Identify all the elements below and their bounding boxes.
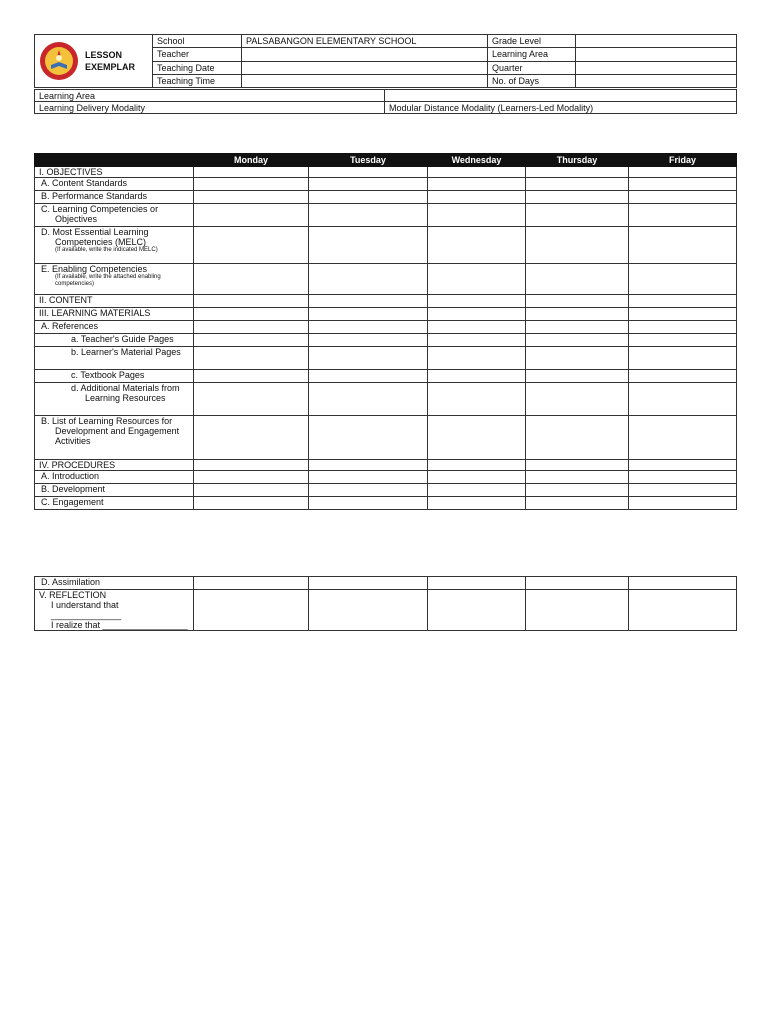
learning-area-value[interactable] — [385, 90, 737, 102]
logo-cell — [35, 35, 153, 88]
cell-wednesday[interactable] — [428, 334, 526, 347]
delivery-modality-value: Modular Distance Modality (Learners-Led Modality) — [385, 102, 737, 114]
table-row — [35, 167, 737, 178]
table-row — [35, 295, 737, 308]
row-label-text: c. Textbook Pages — [71, 370, 145, 380]
cell-tuesday[interactable] — [309, 167, 428, 178]
row-label — [35, 590, 194, 631]
table-row — [35, 577, 737, 590]
cell-monday[interactable] — [194, 577, 309, 590]
table-row — [35, 347, 737, 370]
cell-monday[interactable] — [194, 227, 309, 264]
cell-thursday[interactable] — [526, 178, 629, 191]
header-label: Teaching Time — [153, 74, 242, 87]
cell-friday[interactable] — [629, 295, 737, 308]
cell-thursday[interactable] — [526, 471, 629, 484]
cell-monday[interactable] — [194, 321, 309, 334]
row-label-text: B. Performance Standards — [41, 191, 148, 201]
cell-monday[interactable] — [194, 460, 309, 471]
cell-friday[interactable] — [629, 204, 737, 227]
delivery-modality-row — [35, 102, 737, 114]
cell-thursday[interactable] — [526, 334, 629, 347]
cell-tuesday[interactable] — [309, 321, 428, 334]
header-label-right: No. of Days — [488, 74, 576, 87]
cell-wednesday[interactable] — [428, 590, 526, 631]
row-label — [35, 191, 194, 204]
school-seal-icon — [39, 41, 79, 81]
table-row — [35, 383, 737, 416]
cell-thursday[interactable] — [526, 416, 629, 460]
cell-tuesday[interactable] — [309, 590, 428, 631]
table-row — [35, 204, 737, 227]
cell-tuesday[interactable] — [309, 577, 428, 590]
cell-friday[interactable] — [629, 416, 737, 460]
cell-wednesday[interactable] — [428, 308, 526, 321]
table-row — [35, 460, 737, 471]
row-label-text: V. REFLECTION — [39, 590, 107, 600]
row-label — [35, 370, 194, 383]
cell-thursday[interactable] — [526, 264, 629, 295]
row-label-text: IV. PROCEDURES — [39, 460, 116, 470]
row-note: (If available, write the attached enabling competencies) — [55, 274, 161, 287]
cell-friday[interactable] — [629, 264, 737, 295]
row-label — [35, 460, 194, 471]
cell-friday[interactable] — [629, 383, 737, 416]
cell-thursday[interactable] — [526, 167, 629, 178]
table-row — [35, 484, 737, 497]
cell-thursday[interactable] — [526, 460, 629, 471]
cell-monday[interactable] — [194, 590, 309, 631]
cell-friday[interactable] — [629, 577, 737, 590]
cell-thursday[interactable] — [526, 370, 629, 383]
cell-wednesday[interactable] — [428, 321, 526, 334]
row-label — [35, 204, 194, 227]
cell-tuesday[interactable] — [309, 308, 428, 321]
cell-friday[interactable] — [629, 191, 737, 204]
cell-tuesday[interactable] — [309, 383, 428, 416]
row-label-text: C. Engagement — [41, 497, 104, 507]
cell-friday[interactable] — [629, 347, 737, 370]
table-row — [35, 308, 737, 321]
row-label — [35, 178, 194, 191]
cell-thursday[interactable] — [526, 227, 629, 264]
cell-monday[interactable] — [194, 497, 309, 510]
table-row — [35, 497, 737, 510]
row-label-text: III. LEARNING MATERIALS — [39, 308, 151, 318]
row-label — [35, 321, 194, 334]
table-row — [35, 334, 737, 347]
cell-wednesday[interactable] — [428, 167, 526, 178]
blank-header — [35, 154, 194, 167]
learning-area-row — [35, 90, 737, 102]
row-label-text: A. References — [41, 321, 99, 331]
cell-monday[interactable] — [194, 167, 309, 178]
cell-monday[interactable] — [194, 484, 309, 497]
cell-tuesday[interactable] — [309, 497, 428, 510]
cell-tuesday[interactable] — [309, 191, 428, 204]
cell-thursday[interactable] — [526, 347, 629, 370]
reflection-line: I understand that ______________ — [51, 600, 122, 620]
row-label — [35, 167, 194, 178]
row-label-text: II. CONTENT — [39, 295, 93, 305]
row-label — [35, 497, 194, 510]
table-row — [35, 178, 737, 191]
modality-table — [34, 89, 737, 114]
cell-thursday[interactable] — [526, 577, 629, 590]
row-label-text: E. Enabling Competencies — [41, 264, 148, 274]
cell-wednesday[interactable] — [428, 295, 526, 308]
cell-monday[interactable] — [194, 295, 309, 308]
row-note: (If available, write the indicated MELC) — [55, 247, 158, 253]
row-label — [35, 383, 194, 416]
row-label-text: d. Additional Materials from Learning Resources — [71, 383, 180, 403]
cell-friday[interactable] — [629, 497, 737, 510]
cell-tuesday[interactable] — [309, 204, 428, 227]
reflection-line: I realize that _________________ — [51, 620, 188, 630]
cell-thursday[interactable] — [526, 484, 629, 497]
row-label — [35, 577, 194, 590]
cell-tuesday[interactable] — [309, 347, 428, 370]
cell-wednesday[interactable] — [428, 204, 526, 227]
cell-thursday[interactable] — [526, 383, 629, 416]
row-label — [35, 471, 194, 484]
header-label-right: Grade Level — [488, 35, 576, 48]
row-label-text: A. Introduction — [41, 471, 100, 481]
row-label-text: I. OBJECTIVES — [39, 167, 103, 177]
row-label-text: D. Assimilation — [41, 577, 101, 587]
cell-tuesday[interactable] — [309, 370, 428, 383]
cell-tuesday[interactable] — [309, 484, 428, 497]
table-row — [35, 370, 737, 383]
cell-thursday[interactable] — [526, 497, 629, 510]
cell-monday[interactable] — [194, 308, 309, 321]
header-value-right[interactable] — [576, 48, 737, 61]
cell-friday[interactable] — [629, 308, 737, 321]
day-header-row — [35, 154, 737, 167]
cell-monday[interactable] — [194, 264, 309, 295]
header-value-right[interactable] — [576, 74, 737, 87]
header-label: Teaching Date — [153, 61, 242, 74]
header-label-right: Learning Area — [488, 48, 576, 61]
row-label — [35, 347, 194, 370]
cell-wednesday[interactable] — [428, 577, 526, 590]
row-label — [35, 484, 194, 497]
cell-friday[interactable] — [629, 484, 737, 497]
table-row — [35, 416, 737, 460]
cell-thursday[interactable] — [526, 295, 629, 308]
header-value[interactable]: PALSABANGON ELEMENTARY SCHOOL — [242, 35, 488, 48]
cell-monday[interactable] — [194, 383, 309, 416]
cell-wednesday[interactable] — [428, 264, 526, 295]
cell-thursday[interactable] — [526, 590, 629, 631]
header-table — [34, 34, 737, 88]
cell-monday[interactable] — [194, 471, 309, 484]
row-label — [35, 416, 194, 460]
cell-monday[interactable] — [194, 178, 309, 191]
cell-thursday[interactable] — [526, 321, 629, 334]
cell-wednesday[interactable] — [428, 227, 526, 264]
cell-tuesday[interactable] — [309, 460, 428, 471]
cell-friday[interactable] — [629, 178, 737, 191]
row-label — [35, 308, 194, 321]
cell-tuesday[interactable] — [309, 334, 428, 347]
row-label-text: A. Content Standards — [41, 178, 128, 188]
cell-tuesday[interactable] — [309, 178, 428, 191]
lesson-exemplar-title: LESSON EXEMPLAR — [85, 50, 136, 72]
cell-thursday[interactable] — [526, 204, 629, 227]
cell-wednesday[interactable] — [428, 460, 526, 471]
cell-tuesday[interactable] — [309, 264, 428, 295]
lesson-plan-continuation-table — [34, 576, 737, 631]
table-row — [35, 191, 737, 204]
header-value-right[interactable] — [576, 35, 737, 48]
cell-friday[interactable] — [629, 227, 737, 264]
cell-friday[interactable] — [629, 321, 737, 334]
cell-friday[interactable] — [629, 167, 737, 178]
day-header-monday: Monday — [194, 154, 309, 167]
cell-wednesday[interactable] — [428, 497, 526, 510]
cell-friday[interactable] — [629, 370, 737, 383]
header-value[interactable] — [242, 61, 488, 74]
row-label-text: D. Most Essential Learning Competencies (MELC) — [41, 227, 149, 247]
delivery-modality-label: Learning Delivery Modality — [35, 102, 385, 114]
cell-thursday[interactable] — [526, 308, 629, 321]
day-header-tuesday: Tuesday — [309, 154, 428, 167]
row-label-text: C. Learning Competencies or Objectives — [41, 204, 159, 224]
header-label: School — [153, 35, 242, 48]
cell-monday[interactable] — [194, 347, 309, 370]
cell-monday[interactable] — [194, 191, 309, 204]
cell-monday[interactable] — [194, 370, 309, 383]
cell-friday[interactable] — [629, 460, 737, 471]
cell-wednesday[interactable] — [428, 178, 526, 191]
row-label-text: B. Development — [41, 484, 106, 494]
header-value-right[interactable] — [576, 61, 737, 74]
header-label-right: Quarter — [488, 61, 576, 74]
day-header-wednesday: Wednesday — [428, 154, 526, 167]
header-value[interactable] — [242, 74, 488, 87]
cell-monday[interactable] — [194, 204, 309, 227]
cell-thursday[interactable] — [526, 191, 629, 204]
table-row — [35, 227, 737, 264]
row-label — [35, 227, 194, 264]
cell-friday[interactable] — [629, 334, 737, 347]
row-label — [35, 334, 194, 347]
cell-friday[interactable] — [629, 590, 737, 631]
table-row — [35, 321, 737, 334]
cell-wednesday[interactable] — [428, 471, 526, 484]
row-label-text: a. Teacher's Guide Pages — [71, 334, 174, 344]
cell-tuesday[interactable] — [309, 295, 428, 308]
row-label-text: b. Learner's Material Pages — [71, 347, 181, 357]
cell-wednesday[interactable] — [428, 416, 526, 460]
cell-wednesday[interactable] — [428, 383, 526, 416]
row-label-text: B. List of Learning Resources for Development and Engagement Activities — [41, 416, 180, 446]
cell-monday[interactable] — [194, 416, 309, 460]
cell-tuesday[interactable] — [309, 416, 428, 460]
cell-tuesday[interactable] — [309, 227, 428, 264]
row-label — [35, 295, 194, 308]
cell-tuesday[interactable] — [309, 471, 428, 484]
header-value[interactable] — [242, 48, 488, 61]
learning-area-label: Learning Area — [35, 90, 385, 102]
cell-monday[interactable] — [194, 334, 309, 347]
table-row — [35, 590, 737, 631]
header-row — [35, 35, 737, 48]
lesson-plan-table — [34, 153, 737, 510]
header-label: Teacher — [153, 48, 242, 61]
table-row — [35, 471, 737, 484]
cell-wednesday[interactable] — [428, 484, 526, 497]
cell-wednesday[interactable] — [428, 191, 526, 204]
day-header-friday: Friday — [629, 154, 737, 167]
row-label — [35, 264, 194, 295]
cell-friday[interactable] — [629, 471, 737, 484]
cell-wednesday[interactable] — [428, 347, 526, 370]
table-row — [35, 264, 737, 295]
day-header-thursday: Thursday — [526, 154, 629, 167]
cell-wednesday[interactable] — [428, 370, 526, 383]
